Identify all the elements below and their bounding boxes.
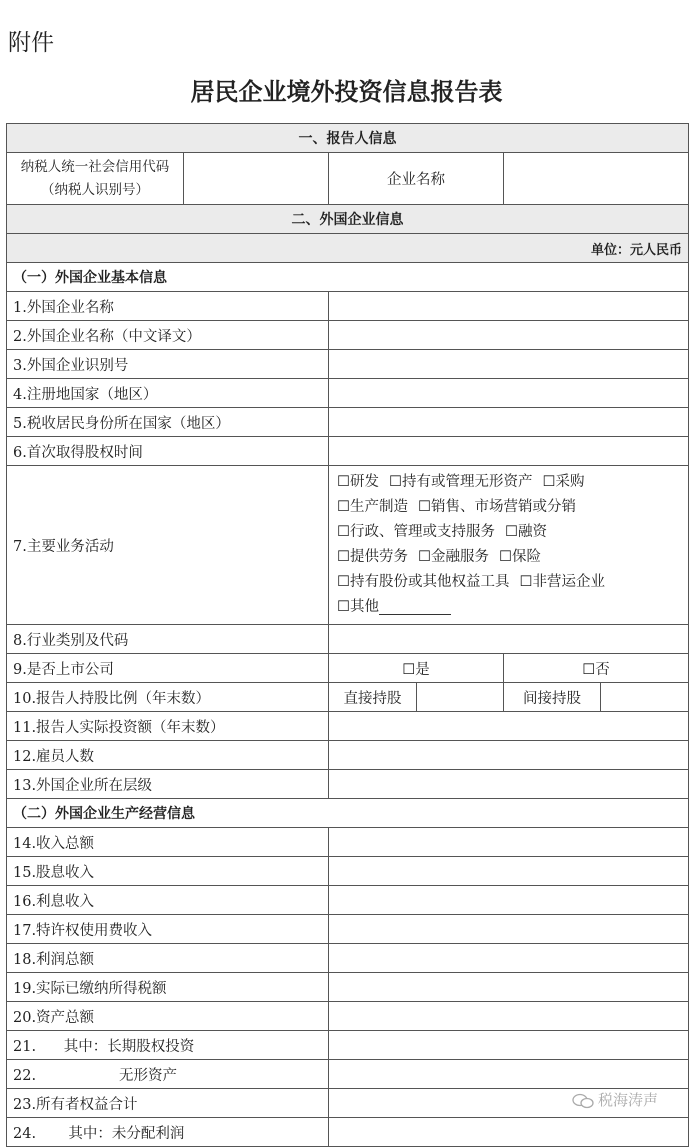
operation-info-row	[7, 1118, 689, 1147]
checkbox-icon: ☐	[389, 474, 402, 490]
basic-info-field[interactable]	[329, 350, 689, 379]
form-title: 居民企业境外投资信息报告表	[190, 78, 503, 106]
operation-info-row	[7, 1031, 689, 1060]
operation-info-row	[7, 857, 689, 886]
business-option-line	[337, 595, 680, 620]
business-option-label: 研发	[350, 474, 379, 490]
basic-info-field[interactable]	[329, 321, 689, 350]
basic-info-row	[7, 437, 689, 466]
business-activity-row	[7, 466, 689, 625]
other-blank-field[interactable]	[379, 600, 451, 615]
business-option-label: 采购	[555, 474, 585, 490]
direct-holding-field[interactable]	[417, 683, 504, 712]
checkbox-icon: ☐	[337, 474, 350, 490]
business-option-line	[337, 545, 680, 570]
operation-info-field[interactable]	[329, 857, 689, 886]
operation-info-row	[7, 915, 689, 944]
basic-info-row	[7, 292, 689, 321]
listed-label: 9.是否上市公司	[7, 654, 329, 683]
operation-info-field[interactable]	[329, 1031, 689, 1060]
extra-info-field[interactable]	[329, 741, 689, 770]
extra-info-row	[7, 712, 689, 741]
operation-info-label: 22. 无形资产	[7, 1060, 329, 1089]
business-option-line	[337, 570, 680, 595]
basic-info-label: 5.税收居民身份所在国家（地区）	[7, 408, 329, 437]
unit-label: 单位：元人民币	[7, 234, 689, 263]
operation-info-label: 16.利息收入	[7, 886, 329, 915]
business-option-label: 融资	[518, 524, 547, 540]
indirect-holding-label: 间接持股	[504, 683, 601, 712]
industry-label: 8.行业类别及代码	[7, 625, 329, 654]
section1-header-row	[7, 124, 689, 153]
operation-info-row	[7, 1060, 689, 1089]
business-option-checkbox[interactable]	[505, 524, 547, 540]
operation-info-header-row	[7, 799, 689, 828]
business-option-checkbox[interactable]	[520, 574, 606, 590]
business-option-label: 销售、市场营销或分销	[431, 499, 576, 515]
operation-info-heading: （二）外国企业生产经营信息	[7, 799, 689, 828]
operation-info-row	[7, 828, 689, 857]
operation-info-field[interactable]	[329, 1118, 689, 1147]
business-option-checkbox[interactable]	[337, 549, 408, 565]
basic-info-label: 6.首次取得股权时间	[7, 437, 329, 466]
operation-info-label: 14.收入总额	[7, 828, 329, 857]
taxpayer-code-label-line1: 纳税人统一社会信用代码	[20, 158, 170, 175]
listed-no-checkbox[interactable]: ☐否	[504, 654, 689, 683]
listed-row	[7, 654, 689, 683]
checkbox-icon: ☐	[499, 549, 512, 565]
checkbox-icon: ☐	[505, 524, 518, 540]
operation-info-label: 15.股息收入	[7, 857, 329, 886]
business-activity-label: 7.主要业务活动	[7, 466, 329, 625]
business-option-label: 持有或管理无形资产	[402, 474, 533, 490]
checkbox-icon: ☐	[418, 549, 431, 565]
basic-info-header-row	[7, 263, 689, 292]
attachment-label: 附件	[8, 30, 54, 56]
operation-info-row	[7, 1002, 689, 1031]
business-option-label: 保险	[512, 549, 541, 565]
checkbox-icon: ☐	[418, 499, 431, 515]
business-option-label: 生产制造	[350, 499, 408, 515]
unit-row	[7, 234, 689, 263]
operation-info-field[interactable]	[329, 1060, 689, 1089]
industry-field[interactable]	[329, 625, 689, 654]
wechat-icon	[572, 1093, 594, 1109]
basic-info-heading: （一）外国企业基本信息	[7, 263, 689, 292]
business-option-checkbox[interactable]	[337, 524, 495, 540]
business-option-checkbox[interactable]	[337, 474, 379, 490]
operation-info-label: 21. 其中：长期股权投资	[7, 1031, 329, 1060]
taxpayer-code-label	[7, 153, 184, 205]
section2-heading: 二、外国企业信息	[7, 205, 689, 234]
extra-info-field[interactable]	[329, 770, 689, 799]
report-form-table	[6, 123, 689, 1147]
operation-info-label: 23.所有者权益合计	[7, 1089, 329, 1118]
business-option-label: 持有股份或其他权益工具	[350, 574, 510, 590]
checkbox-icon: ☐	[337, 524, 350, 540]
checkbox-icon: ☐	[542, 474, 556, 490]
operation-info-field[interactable]	[329, 828, 689, 857]
extra-info-field[interactable]	[329, 712, 689, 741]
basic-info-label: 2.外国企业名称（中文译文）	[7, 321, 329, 350]
business-option-line	[337, 520, 680, 545]
industry-row	[7, 625, 689, 654]
business-option-checkbox[interactable]	[418, 549, 489, 565]
operation-info-field[interactable]	[329, 944, 689, 973]
listed-yes-checkbox[interactable]: ☐是	[329, 654, 504, 683]
extra-info-label: 11.报告人实际投资额（年末数）	[7, 712, 329, 741]
extra-info-row	[7, 741, 689, 770]
business-option-line	[337, 495, 680, 520]
operation-info-field[interactable]	[329, 1002, 689, 1031]
basic-info-label: 1.外国企业名称	[7, 292, 329, 321]
business-option-label: 非营运企业	[532, 574, 605, 590]
business-option-checkbox[interactable]	[337, 574, 510, 590]
taxpayer-code-label-line2: （纳税人识别号）	[41, 181, 149, 198]
section2-header-row	[7, 205, 689, 234]
company-name-field[interactable]	[504, 153, 689, 205]
business-option-label: 金融服务	[431, 549, 489, 565]
business-option-checkbox[interactable]	[418, 499, 576, 515]
checkbox-icon: ☐	[337, 499, 350, 515]
operation-info-row	[7, 886, 689, 915]
operation-info-label: 18.利润总额	[7, 944, 329, 973]
basic-info-row	[7, 350, 689, 379]
basic-info-row	[7, 408, 689, 437]
operation-info-field[interactable]	[329, 973, 689, 1002]
watermark-text: 税海涛声	[598, 1091, 659, 1109]
business-option-checkbox[interactable]	[337, 499, 408, 515]
operation-info-field[interactable]	[329, 886, 689, 915]
operation-info-label: 19.实际已缴纳所得税额	[7, 973, 329, 1002]
checkbox-icon: ☐	[337, 599, 350, 615]
operation-info-row	[7, 973, 689, 1002]
checkbox-icon: ☐	[337, 574, 350, 590]
holding-row	[7, 683, 689, 712]
checkbox-icon: ☐	[519, 574, 533, 590]
business-option-label: 其他	[350, 599, 379, 615]
operation-info-label: 17.特许权使用费收入	[7, 915, 329, 944]
basic-info-field[interactable]	[329, 379, 689, 408]
business-option-checkbox[interactable]	[389, 474, 533, 490]
business-options	[329, 466, 689, 625]
business-option-checkbox[interactable]	[337, 599, 451, 615]
watermark	[572, 1089, 658, 1110]
basic-info-field[interactable]	[329, 437, 689, 466]
section1-heading: 一、报告人信息	[7, 124, 689, 153]
basic-info-row	[7, 321, 689, 350]
basic-info-label: 3.外国企业识别号	[7, 350, 329, 379]
operation-info-label: 24. 其中：未分配利润	[7, 1118, 329, 1147]
operation-info-field[interactable]	[329, 915, 689, 944]
business-option-label: 提供劳务	[350, 549, 408, 565]
basic-info-field[interactable]	[329, 292, 689, 321]
reporter-info-row	[7, 153, 689, 205]
business-option-label: 行政、管理或支持服务	[350, 524, 495, 540]
holding-label: 10.报告人持股比例（年末数）	[7, 683, 329, 712]
extra-info-label: 12.雇员人数	[7, 741, 329, 770]
extra-info-row	[7, 770, 689, 799]
basic-info-label: 4.注册地国家（地区）	[7, 379, 329, 408]
operation-info-row	[7, 944, 689, 973]
business-option-checkbox[interactable]	[543, 474, 585, 490]
indirect-holding-field[interactable]	[601, 683, 689, 712]
extra-info-label: 13.外国企业所在层级	[7, 770, 329, 799]
business-option-line	[337, 470, 680, 495]
basic-info-row	[7, 379, 689, 408]
business-option-checkbox[interactable]	[499, 549, 541, 565]
company-name-label: 企业名称	[329, 153, 504, 205]
basic-info-field[interactable]	[329, 408, 689, 437]
taxpayer-code-field[interactable]	[184, 153, 329, 205]
checkbox-icon: ☐	[337, 549, 350, 565]
direct-holding-label: 直接持股	[329, 683, 417, 712]
operation-info-label: 20.资产总额	[7, 1002, 329, 1031]
